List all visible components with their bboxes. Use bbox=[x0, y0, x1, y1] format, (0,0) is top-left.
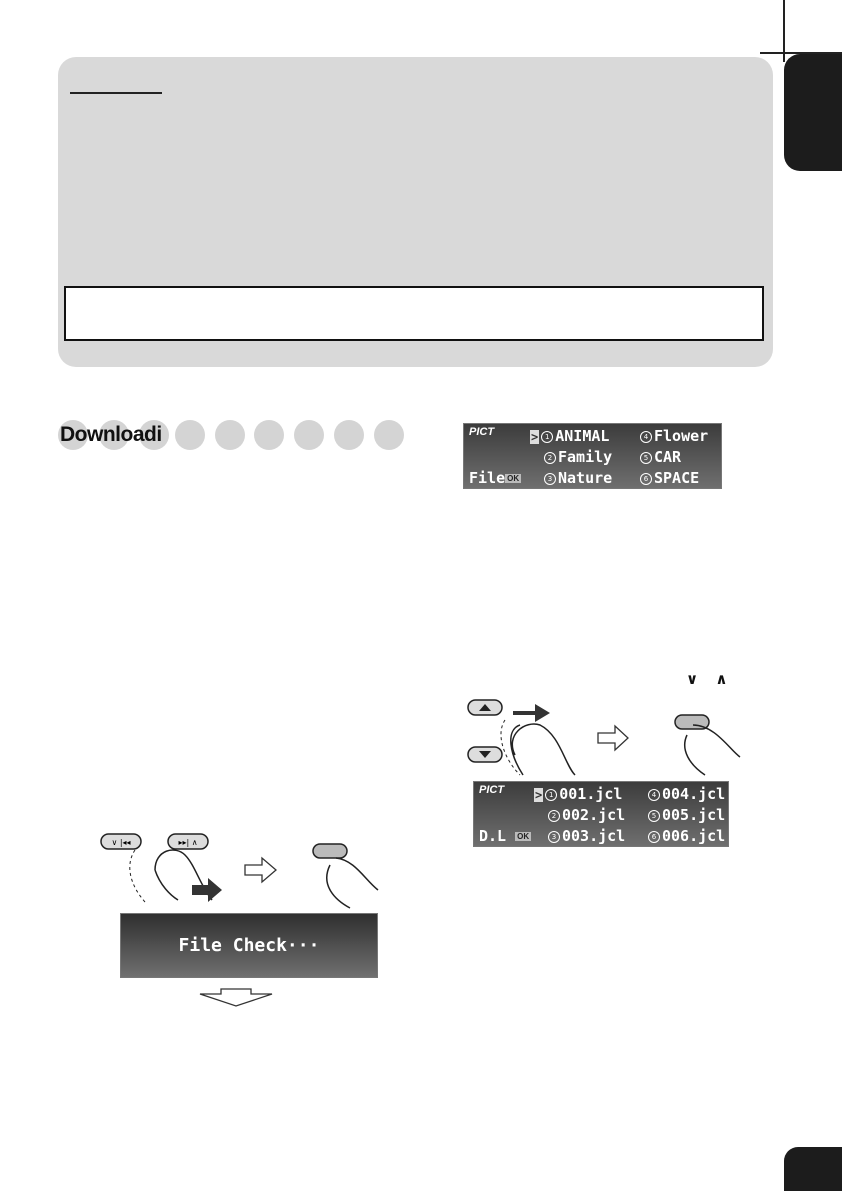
lcd-file-item: 5 005.jcl bbox=[648, 806, 725, 824]
lcd-folder-item: 5 CAR bbox=[640, 448, 681, 466]
heading-circle bbox=[374, 420, 404, 450]
heading-circle bbox=[294, 420, 324, 450]
lcd-folder-item: > 1 ANIMAL bbox=[531, 427, 610, 445]
lcd-file-list bbox=[473, 781, 729, 847]
lcd-folder-item: 3 Nature bbox=[544, 469, 612, 487]
lcd-folder-list bbox=[463, 423, 722, 489]
svg-text:▸▸| ∧: ▸▸| ∧ bbox=[178, 838, 198, 847]
hollow-arrow-icon bbox=[245, 858, 276, 882]
cursor-icon: > bbox=[531, 430, 539, 444]
svg-text:∨ |◂◂: ∨ |◂◂ bbox=[111, 838, 131, 847]
lcd-folder-item: 6 SPACE bbox=[640, 469, 699, 487]
page-number-tab bbox=[784, 1147, 842, 1191]
lcd-file-item: 3 003.jcl bbox=[548, 827, 625, 845]
lcd-file-item: 4 004.jcl bbox=[648, 785, 725, 803]
lcd-mode-label: PICT bbox=[469, 426, 495, 438]
finger-icon bbox=[511, 724, 575, 775]
prev-next-buttons-illustration bbox=[100, 830, 390, 910]
updown-buttons-illustration bbox=[465, 695, 745, 780]
lcd-file-item: 2 002.jcl bbox=[548, 806, 625, 824]
hollow-arrow-icon bbox=[598, 726, 628, 750]
language-tab bbox=[784, 54, 842, 171]
heading-circle bbox=[334, 420, 364, 450]
chevron-icons: ∨ ∧ bbox=[686, 670, 734, 688]
heading-circle bbox=[175, 420, 205, 450]
select-button-icon[interactable] bbox=[313, 844, 347, 858]
lcd-file-check: File Check··· bbox=[120, 913, 378, 978]
down-arrow-icon bbox=[196, 988, 276, 1008]
lcd-footer: D.L OK bbox=[479, 827, 530, 845]
lcd-file-item: > 1 001.jcl bbox=[535, 785, 623, 803]
lcd-file-item: 6 006.jcl bbox=[648, 827, 725, 845]
arrow-right-icon bbox=[192, 878, 222, 902]
lcd-folder-item: 4 Flower bbox=[640, 427, 708, 445]
section-heading: Downloadi bbox=[60, 423, 162, 446]
lcd-folder-item: 2 Family bbox=[544, 448, 612, 466]
heading-circle bbox=[254, 420, 284, 450]
heading-circle bbox=[215, 420, 245, 450]
cursor-icon: > bbox=[535, 788, 543, 802]
lcd-footer: File OK bbox=[469, 469, 520, 487]
finger-press-icon bbox=[327, 858, 378, 908]
lcd-mode-label: PICT bbox=[479, 784, 505, 796]
panel-note-box bbox=[64, 286, 764, 341]
panel-title-underline bbox=[70, 92, 162, 94]
arrow-right-icon bbox=[513, 704, 550, 722]
finger-press-icon bbox=[685, 725, 740, 775]
